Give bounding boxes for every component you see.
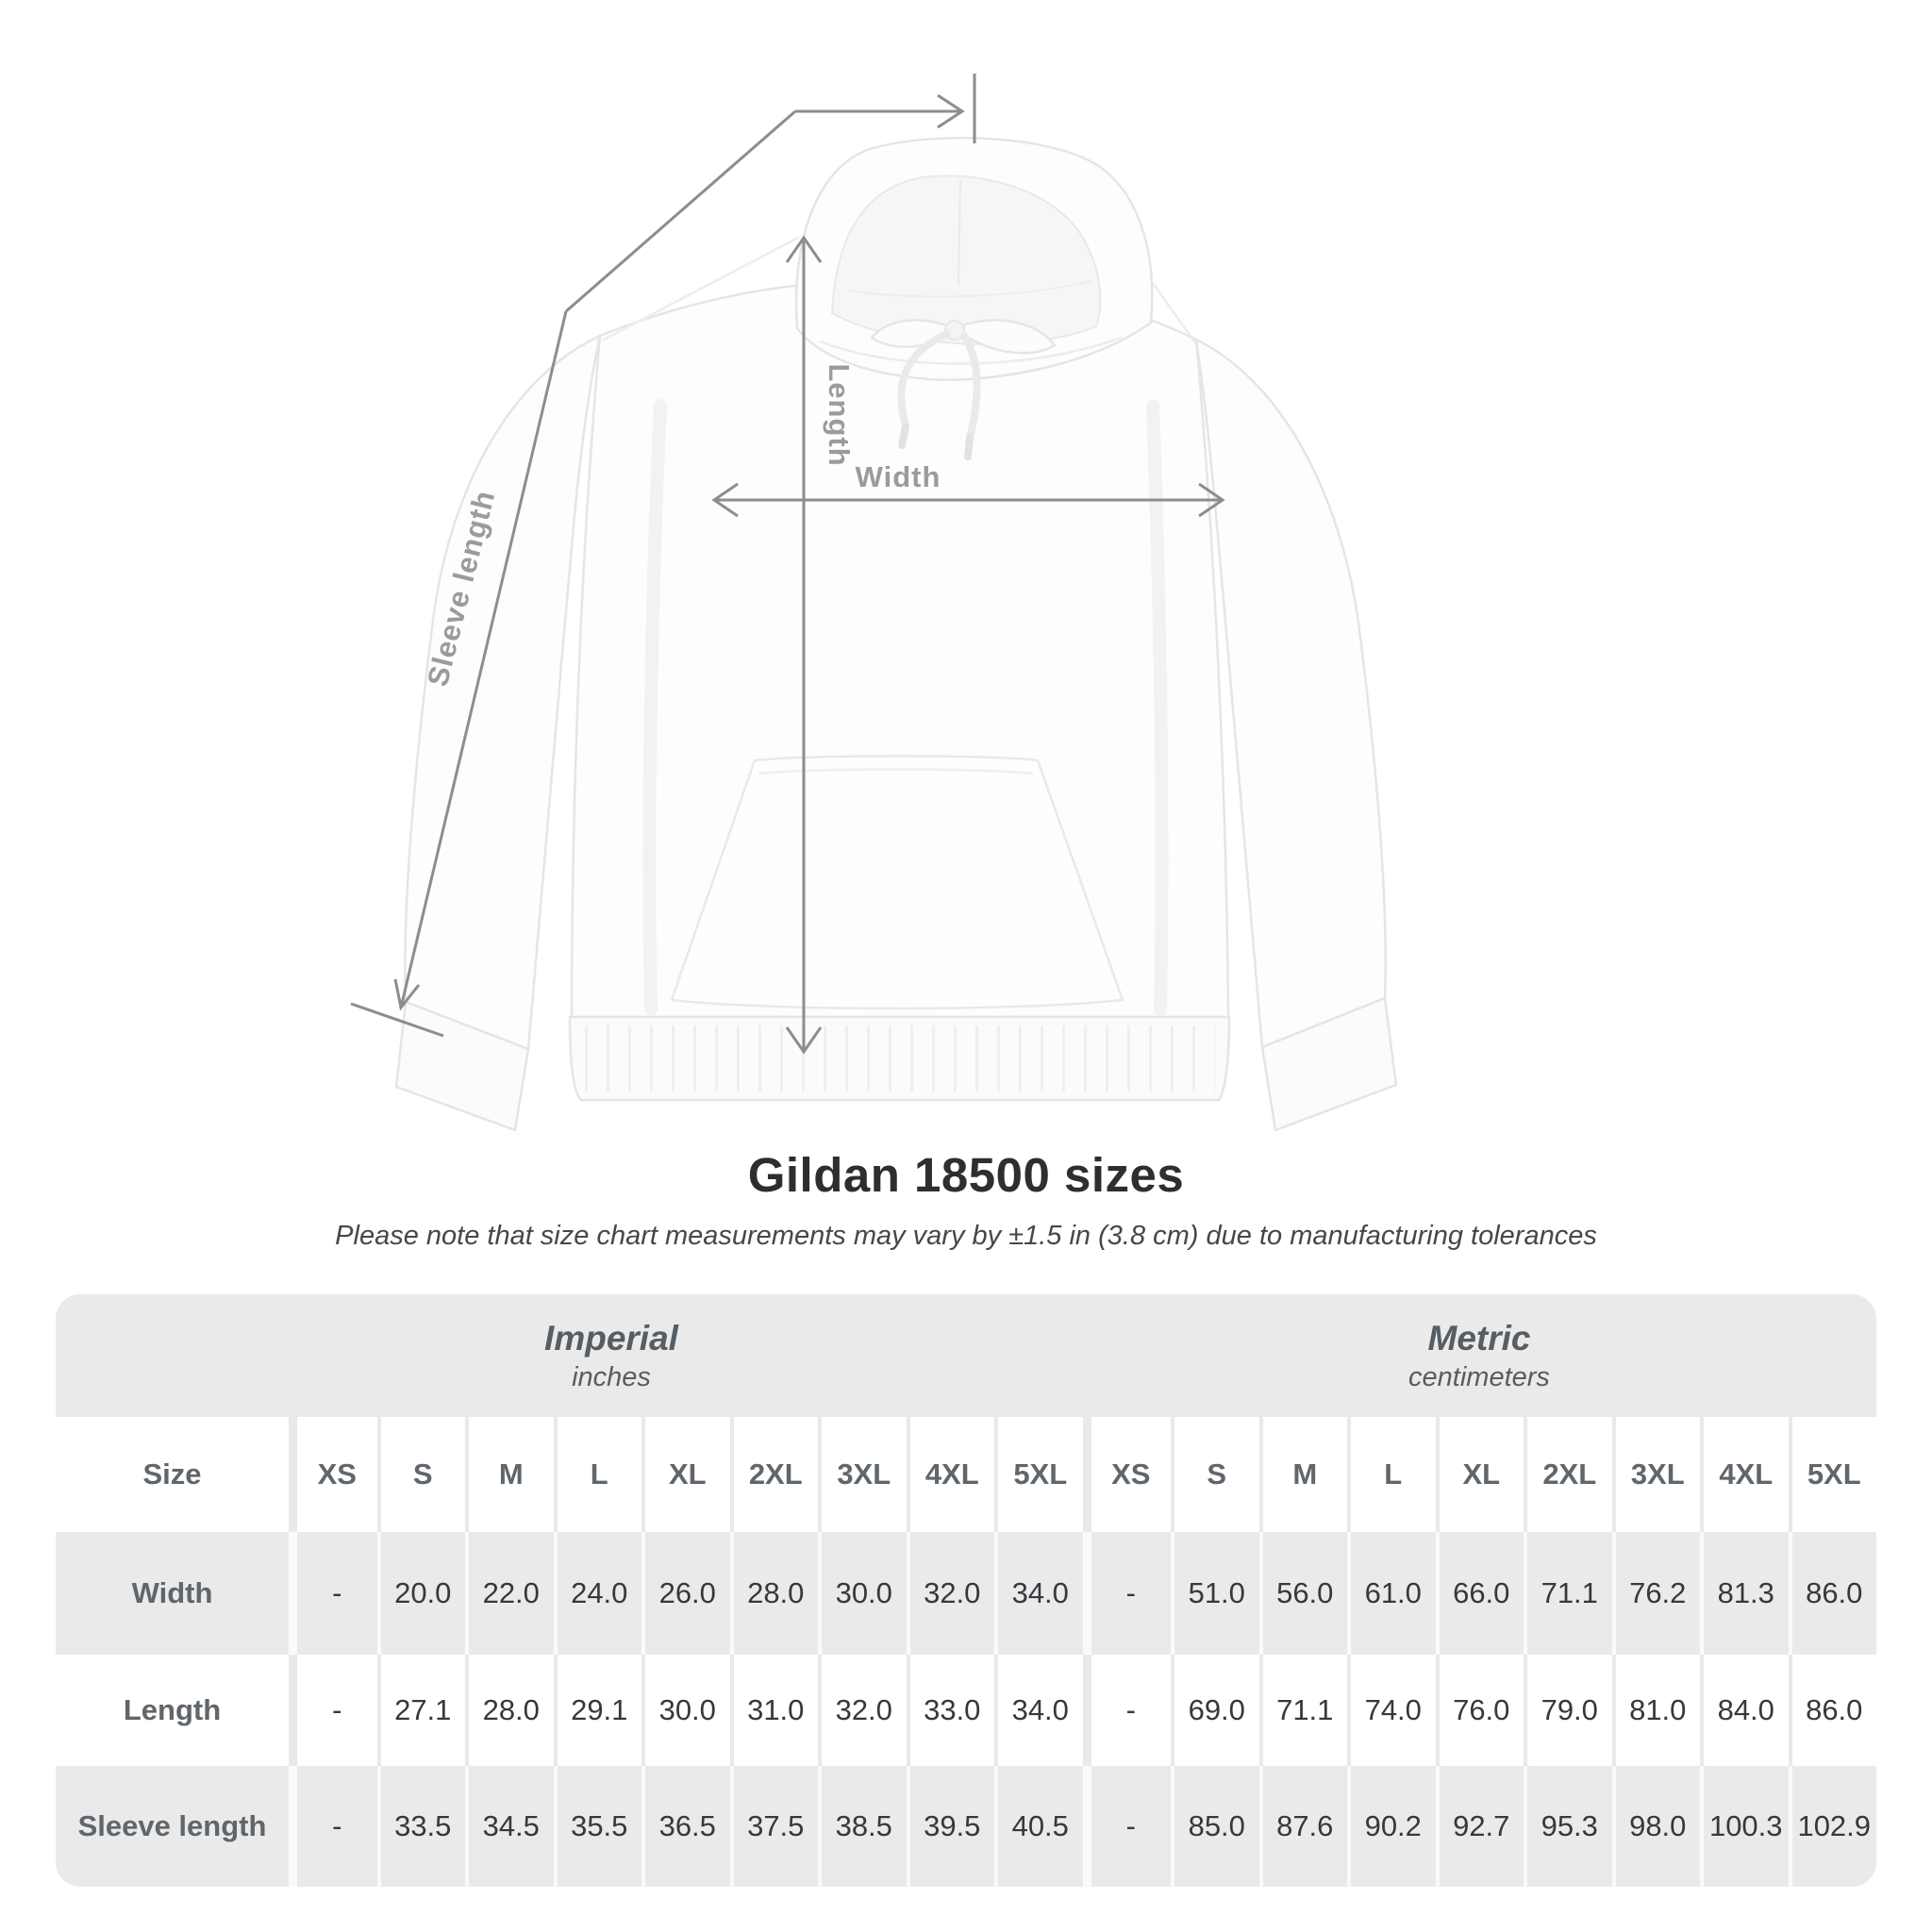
width-value: 71.1 (1524, 1532, 1612, 1655)
length-value: 34.0 (994, 1655, 1083, 1766)
size-col-header: M (1259, 1417, 1348, 1532)
width-value: 26.0 (641, 1532, 730, 1655)
width-measure-label: Width (855, 460, 941, 493)
drawstring-aglet-left (902, 426, 906, 445)
size-col-header: XL (1436, 1417, 1524, 1532)
sleeve-row-label: Sleeve length (77, 1809, 267, 1842)
width-value: 28.0 (730, 1532, 819, 1655)
sleeve-value: 33.5 (377, 1766, 466, 1887)
size-col-header: XS (289, 1417, 377, 1532)
width-row-label: Width (131, 1576, 213, 1609)
sleeve-value: 95.3 (1524, 1766, 1612, 1887)
size-table (56, 1294, 1876, 1887)
width-value: 22.0 (465, 1532, 554, 1655)
sleeve-value: 40.5 (994, 1766, 1083, 1887)
length-value: 69.0 (1171, 1655, 1259, 1766)
sleeve-value: 37.5 (730, 1766, 819, 1887)
size-col-header: S (377, 1417, 466, 1532)
length-value: 86.0 (1789, 1655, 1877, 1766)
sleeve-value: 36.5 (641, 1766, 730, 1887)
sleeve-value: - (1083, 1766, 1172, 1887)
metric-group-header (1082, 1294, 1876, 1417)
sleeve-value: 87.6 (1259, 1766, 1348, 1887)
length-value: 84.0 (1700, 1655, 1789, 1766)
width-value: 66.0 (1436, 1532, 1524, 1655)
size-header-label: Size (142, 1457, 202, 1491)
length-value: 27.1 (377, 1655, 466, 1766)
size-col-header: XS (1083, 1417, 1172, 1532)
sleeve-value: 39.5 (907, 1766, 995, 1887)
size-col-header: S (1171, 1417, 1259, 1532)
width-value: - (289, 1532, 377, 1655)
width-value: 24.0 (554, 1532, 642, 1655)
length-value: 79.0 (1524, 1655, 1612, 1766)
width-value: - (1083, 1532, 1172, 1655)
length-value: 71.1 (1259, 1655, 1348, 1766)
hem-band (570, 1017, 1229, 1100)
size-col-header: 2XL (730, 1417, 819, 1532)
size-col-header: L (554, 1417, 642, 1532)
size-col-header: 5XL (994, 1417, 1083, 1532)
sleeve-value: 35.5 (554, 1766, 642, 1887)
size-col-header: M (465, 1417, 554, 1532)
width-value: 61.0 (1347, 1532, 1436, 1655)
metric-group-unit: centimeters (1408, 1361, 1550, 1392)
unit-group-band (56, 1294, 1876, 1417)
width-value: 30.0 (818, 1532, 907, 1655)
sleeve-value: 100.3 (1700, 1766, 1789, 1887)
width-value: 34.0 (994, 1532, 1083, 1655)
width-value: 32.0 (907, 1532, 995, 1655)
length-value: 81.0 (1612, 1655, 1701, 1766)
size-col-header: 5XL (1789, 1417, 1877, 1532)
size-col-header: L (1347, 1417, 1436, 1532)
sleeve-value: 38.5 (818, 1766, 907, 1887)
size-col-header: 3XL (818, 1417, 907, 1532)
size-header-row (56, 1417, 1876, 1532)
size-col-header: XL (641, 1417, 730, 1532)
sleeve-length-row (56, 1766, 1876, 1887)
length-value: 29.1 (554, 1655, 642, 1766)
size-col-header: 2XL (1524, 1417, 1612, 1532)
sleeve-value: 85.0 (1171, 1766, 1259, 1887)
imperial-group-name: Imperial (544, 1318, 678, 1357)
length-value: 74.0 (1347, 1655, 1436, 1766)
sleeve-value: 98.0 (1612, 1766, 1701, 1887)
length-row (56, 1655, 1876, 1766)
width-row (56, 1532, 1876, 1655)
sleeve-upper-segment (566, 111, 795, 311)
sleeve-value: 92.7 (1436, 1766, 1524, 1887)
width-value: 56.0 (1259, 1532, 1348, 1655)
size-col-header: 4XL (1700, 1417, 1789, 1532)
length-value: 32.0 (818, 1655, 907, 1766)
width-value: 51.0 (1171, 1532, 1259, 1655)
tolerance-note: Please note that size chart measurements may vary by ±1.5 in (3.8 cm) due to manufacturing tolerances (335, 1221, 1597, 1251)
length-value: 30.0 (641, 1655, 730, 1766)
size-col-header: 4XL (907, 1417, 995, 1532)
sleeve-value: 102.9 (1789, 1766, 1877, 1887)
length-value: 28.0 (465, 1655, 554, 1766)
length-value: - (289, 1655, 377, 1766)
left-sleeve (405, 336, 600, 1049)
width-value: 76.2 (1612, 1532, 1701, 1655)
length-value: 76.0 (1436, 1655, 1524, 1766)
sleeve-value: 34.5 (465, 1766, 554, 1887)
width-value: 81.3 (1700, 1532, 1789, 1655)
metric-group-name: Metric (1427, 1318, 1531, 1357)
size-col-header: 3XL (1612, 1417, 1701, 1532)
length-measure-label: Length (823, 363, 856, 467)
width-value: 20.0 (377, 1532, 466, 1655)
sleeve-measure-label: Sleeve length (421, 486, 502, 690)
page-title: Gildan 18500 sizes (747, 1148, 1185, 1202)
sleeve-value: 90.2 (1347, 1766, 1436, 1887)
length-value: - (1083, 1655, 1172, 1766)
imperial-group-header (56, 1294, 1082, 1417)
sleeve-value: - (289, 1766, 377, 1887)
imperial-group-unit: inches (572, 1361, 651, 1392)
width-value: 86.0 (1789, 1532, 1877, 1655)
hoodie-photo (396, 138, 1396, 1130)
drawstring-aglet-right (968, 438, 970, 457)
length-value: 31.0 (730, 1655, 819, 1766)
length-value: 33.0 (907, 1655, 995, 1766)
length-row-label: Length (123, 1693, 222, 1726)
